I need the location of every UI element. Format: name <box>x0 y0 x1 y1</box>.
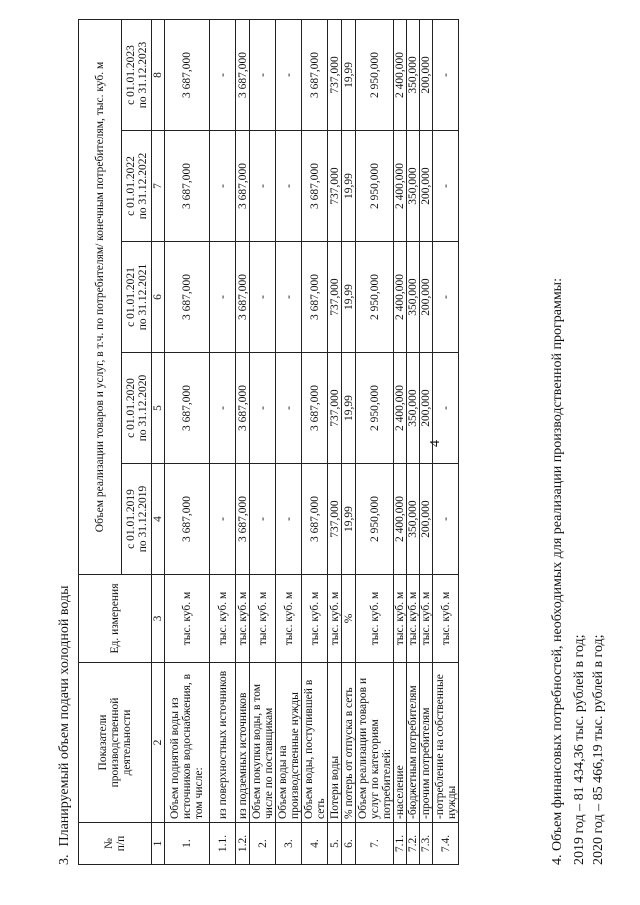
row-indicator: Объем покупки воды, в том числе по поставщикам <box>250 663 276 823</box>
header-period-text: с 01.01.2020 по 31.12.2020 <box>124 374 149 442</box>
row-number: 7.1. <box>394 823 407 865</box>
row-value: - <box>433 464 459 575</box>
row-number: 7.3. <box>420 823 433 865</box>
header-unit-text: Ед. измерения <box>109 583 121 654</box>
table-row <box>302 19 328 864</box>
column-number: 6 <box>152 242 165 353</box>
header-group <box>79 19 122 574</box>
column-number: 1 <box>152 823 165 865</box>
table-row <box>250 19 276 864</box>
header-period <box>122 19 152 130</box>
row-value: 3 687,000 <box>302 464 328 575</box>
row-unit: тыс. куб. м <box>276 575 302 663</box>
row-value: 737,000 <box>328 131 342 242</box>
row-indicator: -бюджетным потребителям <box>407 663 420 823</box>
row-value: 3 687,000 <box>302 242 328 353</box>
row-number: 3. <box>276 823 302 865</box>
row-value: - <box>210 353 236 464</box>
row-value: 200,000 <box>420 131 433 242</box>
row-number: 6. <box>342 823 356 865</box>
header-indicator <box>79 663 152 823</box>
column-number: 7 <box>152 131 165 242</box>
table-row <box>420 19 433 864</box>
row-unit: тыс. куб. м <box>407 575 420 663</box>
column-number: 5 <box>152 353 165 464</box>
row-indicator: -население <box>394 663 407 823</box>
column-numbers-row <box>152 19 165 864</box>
row-value: - <box>250 19 276 130</box>
row-unit: тыс. куб. м <box>356 575 394 663</box>
row-value: 3 687,000 <box>165 242 210 353</box>
row-value: - <box>276 242 302 353</box>
row-value: 2 950,000 <box>356 353 394 464</box>
section-4-heading: 4. Объем финансовых потребностей, необходимых для реализации производственной программы: <box>550 278 565 865</box>
row-unit: тыс. куб. м <box>433 575 459 663</box>
table-row <box>356 19 394 864</box>
row-value: 2 400,000 <box>394 353 407 464</box>
header-group-text: Объем реализации товаров и услуг, в т.ч. по потребителям/ конечным потребителям, тыс. куб. м <box>94 61 106 533</box>
table-body <box>165 19 459 864</box>
row-number: 7.4. <box>433 823 459 865</box>
row-value: - <box>210 464 236 575</box>
table-row <box>342 19 356 864</box>
row-value: 2 950,000 <box>356 242 394 353</box>
table-row <box>328 19 342 864</box>
row-value: - <box>433 131 459 242</box>
row-unit: % <box>342 575 356 663</box>
row-value: 200,000 <box>420 242 433 353</box>
row-value: 3 687,000 <box>236 242 250 353</box>
section-3-title: Планируемый объем подачи холодной воды <box>57 585 72 847</box>
row-number: 1.1. <box>210 823 236 865</box>
page-number: 4 <box>428 440 443 447</box>
row-number: 1. <box>165 823 210 865</box>
row-number: 7.2. <box>407 823 420 865</box>
section-4-line-2020: 2020 год – 85 466,19 тыс. рублей в год; <box>591 634 606 865</box>
row-value: - <box>250 242 276 353</box>
row-value: - <box>276 131 302 242</box>
row-value: 3 687,000 <box>165 131 210 242</box>
row-value: 737,000 <box>328 464 342 575</box>
row-unit: тыс. куб. м <box>236 575 250 663</box>
row-value: 19,99 <box>342 131 356 242</box>
row-indicator: % потерь от отпуска в сеть <box>342 663 356 823</box>
row-value: 3 687,000 <box>165 19 210 130</box>
row-value: 2 400,000 <box>394 19 407 130</box>
column-number: 8 <box>152 19 165 130</box>
row-value: 2 950,000 <box>356 131 394 242</box>
row-value: - <box>276 19 302 130</box>
row-value: 19,99 <box>342 464 356 575</box>
row-value: 3 687,000 <box>302 353 328 464</box>
section-4 <box>548 20 608 865</box>
water-supply-table-wrapper <box>78 20 459 865</box>
row-value: - <box>433 353 459 464</box>
header-indicator-text: Показатели производственной деятельности <box>97 697 133 788</box>
row-value: - <box>276 353 302 464</box>
row-value: 2 400,000 <box>394 464 407 575</box>
row-unit: тыс. куб. м <box>420 575 433 663</box>
row-value: 200,000 <box>420 353 433 464</box>
row-value: 737,000 <box>328 353 342 464</box>
row-value: 3 687,000 <box>236 131 250 242</box>
row-indicator: -прочим потребителям <box>420 663 433 823</box>
table-row <box>276 19 302 864</box>
header-period <box>122 242 152 353</box>
row-value: 2 400,000 <box>394 242 407 353</box>
header-num-text: № п/п <box>103 835 127 852</box>
row-indicator: Объем воды, поступившей в сеть <box>302 663 328 823</box>
row-value: 3 687,000 <box>302 131 328 242</box>
header-unit <box>79 575 152 663</box>
row-value: 200,000 <box>420 464 433 575</box>
table-row <box>394 19 407 864</box>
table-row <box>210 19 236 864</box>
row-number: 1.2. <box>236 823 250 865</box>
column-number: 3 <box>152 575 165 663</box>
row-indicator: из подземных источников <box>236 663 250 823</box>
row-number: 2. <box>250 823 276 865</box>
row-unit: тыс. куб. м <box>250 575 276 663</box>
water-supply-table <box>78 19 459 865</box>
row-value: 737,000 <box>328 242 342 353</box>
row-value: 3 687,000 <box>236 464 250 575</box>
table-row <box>407 19 420 864</box>
row-value: 350,000 <box>407 353 420 464</box>
row-value: - <box>250 353 276 464</box>
row-value: - <box>210 131 236 242</box>
row-indicator: Объем поднятой воды из источников водоснабжения, в том числе: <box>165 663 210 823</box>
row-value: - <box>250 131 276 242</box>
row-value: 2 400,000 <box>394 131 407 242</box>
header-period <box>122 131 152 242</box>
table-row <box>165 19 210 864</box>
row-value: - <box>210 242 236 353</box>
header-period-text: с 01.01.2023 по 31.12.2023 <box>124 41 149 109</box>
row-value: 19,99 <box>342 353 356 464</box>
row-value: - <box>276 464 302 575</box>
row-number: 4. <box>302 823 328 865</box>
row-unit: тыс. куб. м <box>210 575 236 663</box>
row-value: 350,000 <box>407 19 420 130</box>
row-value: 3 687,000 <box>302 19 328 130</box>
table-row <box>433 19 459 864</box>
section-4-line-2019: 2019 год – 81 434,36 тыс. рублей в год; <box>572 634 587 865</box>
row-value: - <box>250 464 276 575</box>
row-value: 350,000 <box>407 242 420 353</box>
row-indicator: -потребление на собственные нужды <box>433 663 459 823</box>
header-period-text: с 01.01.2022 по 31.12.2022 <box>124 152 149 220</box>
row-value: - <box>433 242 459 353</box>
row-value: 19,99 <box>342 19 356 130</box>
row-value: 200,000 <box>420 19 433 130</box>
row-value: - <box>210 19 236 130</box>
table-row <box>236 19 250 864</box>
row-number: 7. <box>356 823 394 865</box>
row-value: 350,000 <box>407 131 420 242</box>
row-value: 3 687,000 <box>165 464 210 575</box>
section-3-heading <box>57 586 73 866</box>
row-value: 3 687,000 <box>236 19 250 130</box>
row-value: 3 687,000 <box>165 353 210 464</box>
row-unit: тыс. куб. м <box>302 575 328 663</box>
row-unit: тыс. куб. м <box>165 575 210 663</box>
row-unit: тыс. куб. м <box>328 575 342 663</box>
row-indicator: Объем воды на производственные нужды <box>276 663 302 823</box>
column-number: 4 <box>152 464 165 575</box>
row-indicator: Потери воды <box>328 663 342 823</box>
header-period-text: с 01.01.2021 по 31.12.2021 <box>124 263 149 331</box>
row-value: 3 687,000 <box>236 353 250 464</box>
row-value: 2 950,000 <box>356 464 394 575</box>
column-number: 2 <box>152 663 165 823</box>
row-value: 2 950,000 <box>356 19 394 130</box>
header-num <box>79 823 152 865</box>
row-value: - <box>433 19 459 130</box>
row-number: 5. <box>328 823 342 865</box>
row-value: 350,000 <box>407 464 420 575</box>
row-indicator: Объем реализации товаров и услуг по категориям потребителей: <box>356 663 394 823</box>
row-value: 737,000 <box>328 19 342 130</box>
row-unit: тыс. куб. м <box>394 575 407 663</box>
section-3-number: 3. <box>57 854 72 865</box>
header-row-1 <box>79 19 122 864</box>
header-period <box>122 353 152 464</box>
header-period <box>122 464 152 575</box>
header-period-text: с 01.01.2019 по 31.12.2019 <box>124 485 149 553</box>
row-indicator: из поверхностных источников <box>210 663 236 823</box>
row-value: 19,99 <box>342 242 356 353</box>
